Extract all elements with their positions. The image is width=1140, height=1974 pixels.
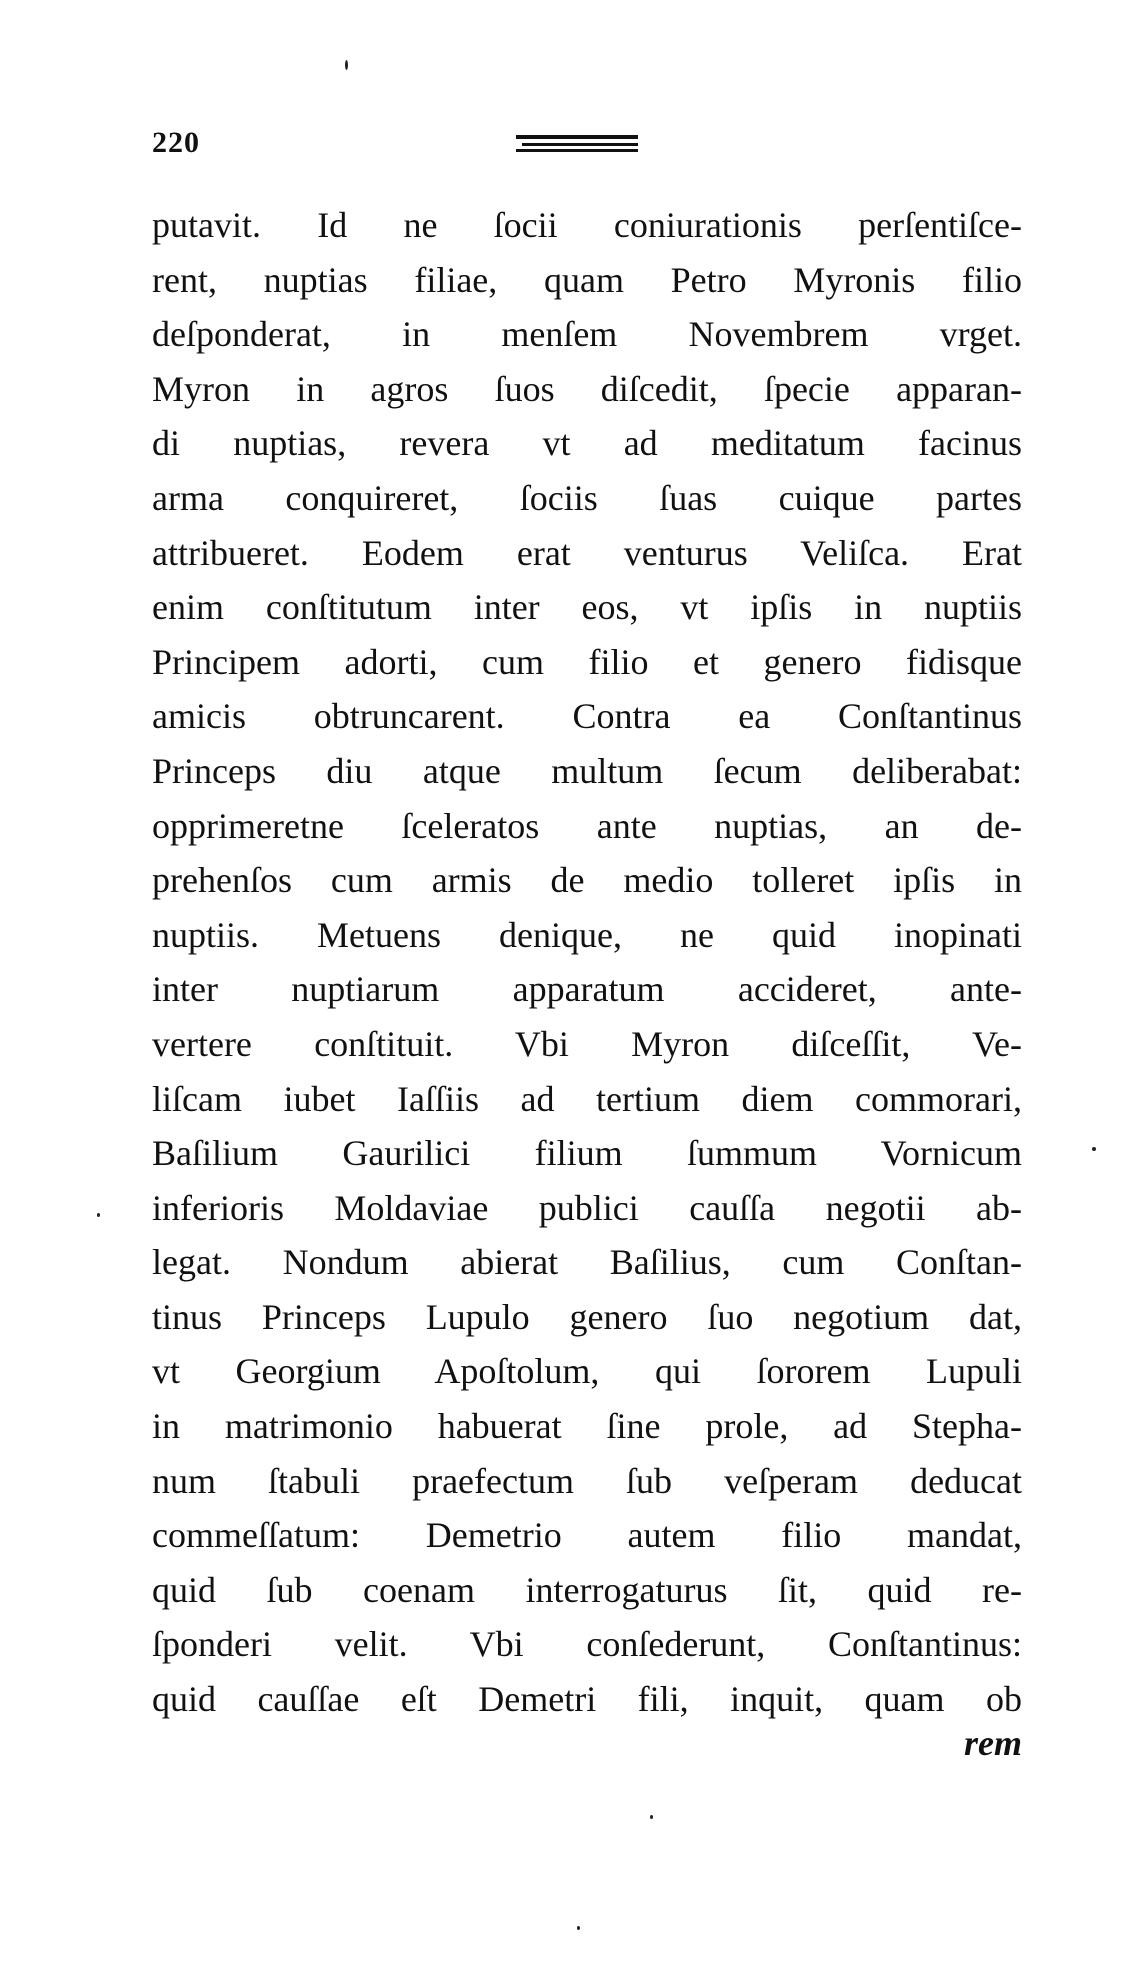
ink-speck (650, 1815, 653, 1819)
text-line: num ſtabuli praefectum ſub veſperam deducat (152, 1460, 1022, 1501)
text-line: ſponderi velit. Vbi conſederunt, Conſtantinus: (152, 1624, 1022, 1665)
text-line: Myron in agros ſuos diſcedit, ſpecie apparan- (152, 368, 1022, 409)
ink-speck (345, 60, 348, 70)
text-line: legat. Nondum abierat Baſilius, cum Conſtan- (152, 1242, 1022, 1283)
page-header (152, 126, 1022, 166)
text-line: inferioris Moldaviae publici cauſſa negotii ab- (152, 1187, 1022, 1228)
text-line: opprimeretne ſceleratos ante nuptias, an de- (152, 805, 1022, 846)
text-line: Principem adorti, cum filio et genero fidisque (152, 641, 1022, 682)
text-line: vt Georgium Apoſtolum, qui ſororem Lupuli (152, 1351, 1022, 1392)
text-line: Baſilium Gaurilici filium ſummum Vornicum (152, 1133, 1022, 1174)
text-line: vertere conſtituit. Vbi Myron diſceſſit, Ve- (152, 1023, 1022, 1064)
text-line: attribueret. Eodem erat venturus Veliſca. Erat (152, 532, 1022, 573)
text-line: putavit. Id ne ſocii coniurationis perſentiſce- (152, 205, 1022, 245)
text-line: Princeps diu atque multum ſecum deliberabat: (152, 750, 1022, 791)
text-line: in matrimonio habuerat ſine prole, ad Stepha- (152, 1406, 1022, 1447)
text-line: di nuptias, revera vt ad meditatum facinus (152, 423, 1022, 464)
text-line: prehenſos cum armis de medio tolleret ipſis in (152, 860, 1022, 901)
text-line: inter nuptiarum apparatum accideret, ante- (152, 969, 1022, 1010)
ink-speck (97, 1213, 100, 1217)
text-line: amicis obtruncarent. Contra ea Conſtantinus (152, 696, 1022, 737)
text-line: nuptiis. Metuens denique, ne quid inopinati (152, 914, 1022, 955)
header-rule-ornament (516, 135, 638, 153)
text-line: rent, nuptias filiae, quam Petro Myronis filio (152, 259, 1022, 300)
text-line: quid ſub coenam interrogaturus ſit, quid re- (152, 1569, 1022, 1610)
text-line: tinus Princeps Lupulo genero ſuo negotium dat, (152, 1296, 1022, 1337)
page-number: 220 (152, 126, 200, 159)
ink-speck (1092, 1147, 1096, 1151)
text-line: quid cauſſae eſt Demetri fili, inquit, quam ob (152, 1679, 1022, 1720)
text-line: liſcam iubet Iaſſiis ad tertium diem commorari, (152, 1078, 1022, 1119)
body-text (152, 198, 1022, 1727)
text-line: enim conſtitutum inter eos, vt ipſis in nuptiis (152, 587, 1022, 628)
text-line: arma conquireret, ſociis ſuas cuique partes (152, 477, 1022, 518)
ink-speck (577, 1926, 580, 1930)
text-line: commeſſatum: Demetrio autem filio mandat, (152, 1515, 1022, 1556)
catchword: rem (964, 1723, 1022, 1763)
text-line: deſponderat, in menſem Novembrem vrget. (152, 314, 1022, 355)
